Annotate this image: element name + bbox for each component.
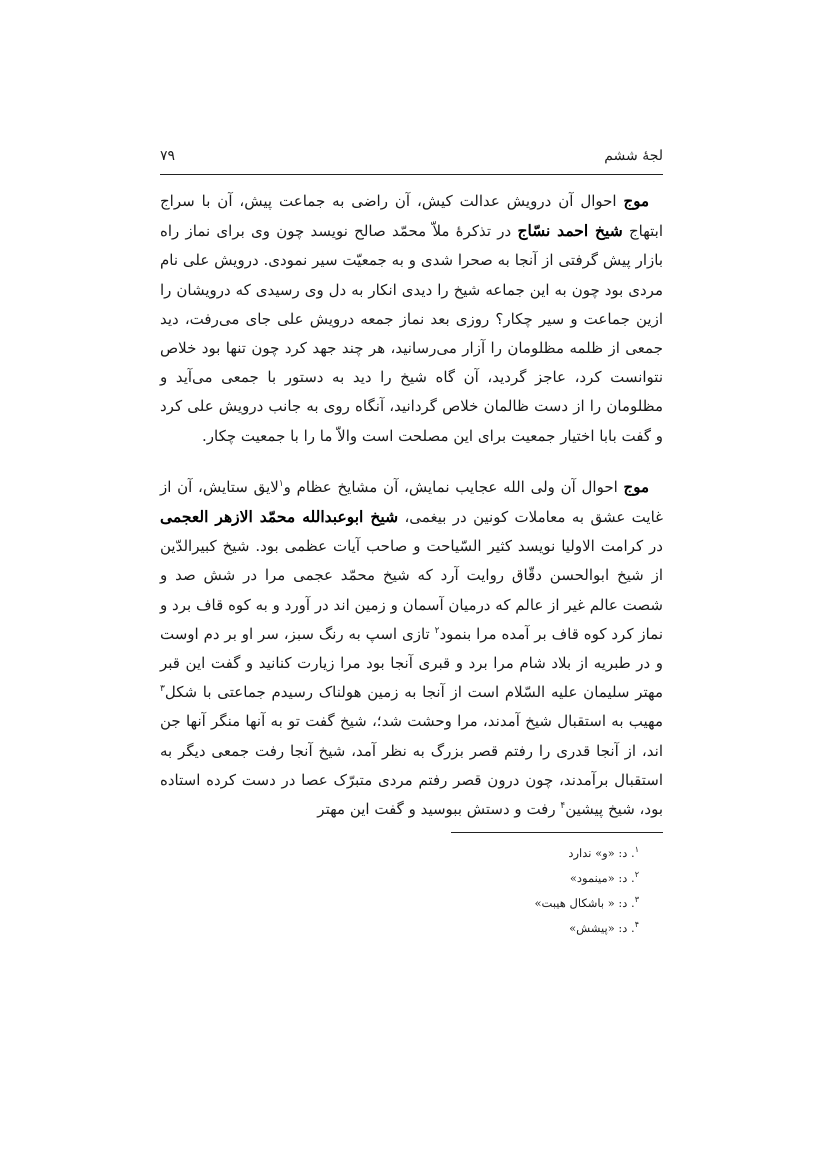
section-title: لجۀ ششم [604,148,663,164]
footnote-number: ۳ [634,894,639,904]
bold-name: شیخ احمد نسّاج [517,221,623,241]
page-number: ۷۹ [160,148,176,164]
footnote-ref[interactable]: ۲ [434,625,440,636]
paragraph-text: لایق ستایش، آن از غایت عشق به معاملات کونین در بیغمی، [160,477,663,527]
running-header [160,148,663,175]
footnote-ref[interactable]: ۱ [278,478,284,489]
paragraph-text: در کرامت الاولیا نویسد کثیر السّیاحت و صاحب آیات عظمی بود. شیخ کبیرالدّین از شیخ ابوالحسن دقّاق روایت آرد که شیخ محمّد عجمی مرا در شش صد و شصت عالم غیر از عالم که درمیان آسمان و زمین اند در آورد و به کوه قاف برد و نماز کرد کوه قاف بر آمده مرا بنمود [160,537,664,643]
footnote [160,914,663,939]
footnote-number: ۱ [634,845,639,855]
paragraph-lead-word: موج [623,477,649,496]
paragraph-1 [160,187,663,451]
paragraph-text: احوال آن درویش عدالت کیش، آن راضی به جماعت پیش، آن با سراج ابتهاج [160,192,664,241]
footnote-text: . د: «مینمود» [569,870,635,885]
footnotes [160,832,663,938]
paragraph-text: مهیب به استقبال شیخ آمدند، مرا وحشت شد؛، شیخ گفت تو به آنها منگر آنها جن اند، از آنجا قدری را رفتم قصر بزرگ به نظر آمد، شیخ آنجا رفت جمعی دیگر به استقبال برآمدند، چون درون قصر رفتم مردی متبرّک عصا در دست کرده استاده بود، شیخ پیشین [160,712,663,819]
footnote [160,889,663,914]
paragraph-lead-word: موج [623,192,649,210]
book-page [160,148,663,939]
footnote-number: ۴ [634,919,639,929]
bold-name: شیخ ابوعبدالله محمّد الازهر العجمی [160,507,399,527]
paragraph-2 [160,473,663,824]
footnote-text: . د: «پیشش» [569,920,635,935]
footnote-text: . د: « باشکال هیبت» [534,895,635,910]
footnote-ref[interactable]: ۳ [160,684,165,695]
footnote [160,839,663,864]
footnote-ref[interactable]: ۴ [560,801,566,812]
paragraph-text: رفت و دستش ببوسید و گفت این مهتر [317,800,561,819]
body-text [160,187,663,824]
paragraph-text: تازی اسپ به رنگ سبز، سر او بر دم اوست و در طبریه از بلاد شام مرا برد و قبری آنجا بود مرا زیارت کنانید و گفت این قبر مهتر سلیمان علیه السّلام است از آنجا به زمین هولناک رسیدم جماعتی با شکل [160,624,663,702]
paragraph-text: در تذکرۀ ملاّ محمّد صالح نویسد چون وی برای نماز راه بازار پیش گرفتی از آنجا به صحرا شدی و به جمعیّت سیر نمودی. درویش علی نام مردی بود چون به این جماعه شیخ را دیدی انکار به دل وی رسیدی که درویشان را ازین جماعت و سیر چکار؟ روزی بعد نماز جمعه درویش علی جای می‌رفت، دید جمعی از ظلمه مظلومان را آزار می‌رسانید، هر چند جهد کرد چون تنها بود خلاص نتوانست کرد، عاجز گردید، آن گاه شیخ را دید به دستور با جمعی می‌آید و مظلومان را از دست ظالمان خلاص گردانید، آنگاه روی به جانب درویش علی کرد و گفت بابا اختیار جمعیت برای این مصلحت است والاّ ما را با جمعیت چکار. [160,222,663,445]
footnote [160,864,663,889]
footnote-number: ۲ [634,870,639,880]
paragraph-text: احوال آن ولی الله عجایب نمایش، آن مشایخ عظام و [283,477,624,496]
footnote-text: . د: «و» ندارد [568,846,635,861]
footnote-divider [451,832,663,833]
